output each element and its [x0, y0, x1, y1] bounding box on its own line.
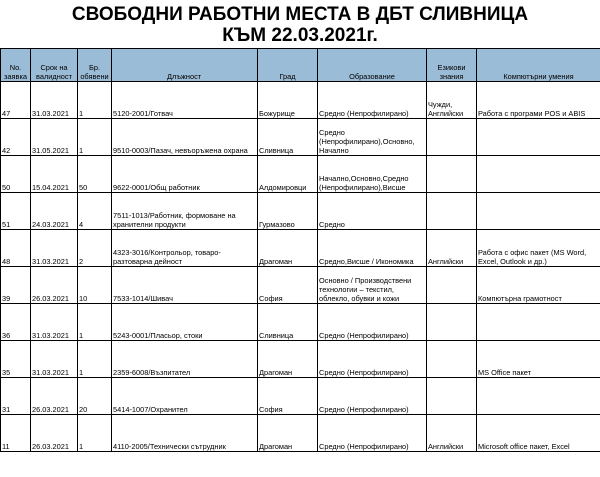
table-row [1, 119, 600, 156]
cell-deadline: 31.03.2021 [31, 82, 78, 119]
cell-computer: Компютърна грамотност [477, 267, 600, 304]
cell-count: 1 [78, 82, 112, 119]
cell-no: 11 [1, 415, 31, 452]
cell-deadline: 26.03.2021 [31, 267, 78, 304]
cell-languages [427, 267, 477, 304]
cell-position: 5243-0001/Пласьор, стоки [112, 304, 258, 341]
cell-no: 51 [1, 193, 31, 230]
cell-count: 10 [78, 267, 112, 304]
cell-count: 1 [78, 415, 112, 452]
header-count: Бр. обявени [78, 49, 112, 82]
page-title: СВОБОДНИ РАБОТНИ МЕСТА В ДБТ СЛИВНИЦА [71, 4, 529, 25]
cell-languages [427, 193, 477, 230]
header-languages: Езикови знания [427, 49, 477, 82]
table-row [1, 230, 600, 267]
cell-education: Основно / Производствени технологии – текстил, облекло, обувки и кожи [318, 267, 427, 304]
cell-no: 39 [1, 267, 31, 304]
cell-deadline: 31.03.2021 [31, 230, 78, 267]
cell-computer [477, 193, 600, 230]
cell-city: Божурище [258, 82, 318, 119]
cell-languages: Английски [427, 415, 477, 452]
header-no: No. заявка [1, 49, 31, 82]
cell-education: Средно (Непрофилирано) [318, 415, 427, 452]
cell-no: 50 [1, 156, 31, 193]
header-city: Град [258, 49, 318, 82]
table-row [1, 193, 600, 230]
cell-deadline: 24.03.2021 [31, 193, 78, 230]
cell-position: 5120-2001/Готвач [112, 82, 258, 119]
table-header-row [1, 49, 600, 82]
cell-position: 2359-6008/Възпитател [112, 341, 258, 378]
cell-education: Средно,Висше / Икономика [318, 230, 427, 267]
cell-city: Драгоман [258, 415, 318, 452]
cell-no: 31 [1, 378, 31, 415]
cell-no: 42 [1, 119, 31, 156]
cell-count: 4 [78, 193, 112, 230]
cell-education: Средно (Непрофилирано) [318, 341, 427, 378]
cell-city: Драгоман [258, 341, 318, 378]
cell-deadline: 15.04.2021 [31, 156, 78, 193]
cell-count: 50 [78, 156, 112, 193]
cell-city: Драгоман [258, 230, 318, 267]
table-row [1, 378, 600, 415]
cell-languages: Английски [427, 230, 477, 267]
cell-count: 1 [78, 341, 112, 378]
table-row [1, 415, 600, 452]
cell-position: 7533-1014/Шивач [112, 267, 258, 304]
cell-languages [427, 378, 477, 415]
cell-computer [477, 378, 600, 415]
cell-deadline: 31.03.2021 [31, 304, 78, 341]
cell-languages [427, 341, 477, 378]
cell-deadline: 26.03.2021 [31, 378, 78, 415]
cell-no: 48 [1, 230, 31, 267]
cell-city: Гурмазово [258, 193, 318, 230]
page-subtitle-date: КЪМ 22.03.2021г. [222, 25, 378, 46]
cell-languages [427, 304, 477, 341]
cell-education: Средно (Непрофилирано) [318, 304, 427, 341]
cell-position: 7511-1013/Работник, формоване на хранителни продукти [112, 193, 258, 230]
cell-position: 9622-0001/Общ работник [112, 156, 258, 193]
cell-no: 36 [1, 304, 31, 341]
cell-computer [477, 119, 600, 156]
cell-computer [477, 156, 600, 193]
cell-education: Средно [318, 193, 427, 230]
cell-position: 4110-2005/Технически сътрудник [112, 415, 258, 452]
cell-computer: Работа с програми POS и ABIS [477, 82, 600, 119]
cell-no: 47 [1, 82, 31, 119]
cell-computer: Работа с офис пакет (MS Word, Excel, Outlook и др.) [477, 230, 600, 267]
cell-count: 20 [78, 378, 112, 415]
cell-computer: MS Office пакет [477, 341, 600, 378]
cell-city: Сливница [258, 304, 318, 341]
header-deadline: Срок на валидност [31, 49, 78, 82]
cell-deadline: 31.03.2021 [31, 341, 78, 378]
cell-languages [427, 156, 477, 193]
cell-count: 2 [78, 230, 112, 267]
header-computer: Компютърни умения [477, 49, 600, 82]
table-row [1, 267, 600, 304]
cell-computer [477, 304, 600, 341]
cell-city: София [258, 267, 318, 304]
cell-count: 1 [78, 304, 112, 341]
cell-position: 5414-1007/Охранител [112, 378, 258, 415]
cell-education: Средно (Непрофилирано) [318, 82, 427, 119]
cell-education: Средно (Непрофилирано),Основно, Начално [318, 119, 427, 156]
cell-count: 1 [78, 119, 112, 156]
jobs-table [0, 48, 600, 452]
cell-languages [427, 119, 477, 156]
cell-education: Средно (Непрофилирано) [318, 378, 427, 415]
cell-computer: Microsoft office пакет, Excel [477, 415, 600, 452]
cell-languages: Чужди, Английски [427, 82, 477, 119]
cell-city: София [258, 378, 318, 415]
header-education: Образование [318, 49, 427, 82]
header-position: Длъжност [112, 49, 258, 82]
table-row [1, 156, 600, 193]
cell-position: 4323-3016/Контрольор, товаро-разтоварна дейност [112, 230, 258, 267]
cell-education: Начално,Основно,Средно (Непрофилирано),Висше [318, 156, 427, 193]
cell-deadline: 31.05.2021 [31, 119, 78, 156]
cell-no: 35 [1, 341, 31, 378]
cell-deadline: 26.03.2021 [31, 415, 78, 452]
cell-position: 9510-0003/Пазач, невъоръжена охрана [112, 119, 258, 156]
table-row [1, 341, 600, 378]
cell-city: Алдомировци [258, 156, 318, 193]
table-row [1, 82, 600, 119]
table-row [1, 304, 600, 341]
cell-city: Сливница [258, 119, 318, 156]
